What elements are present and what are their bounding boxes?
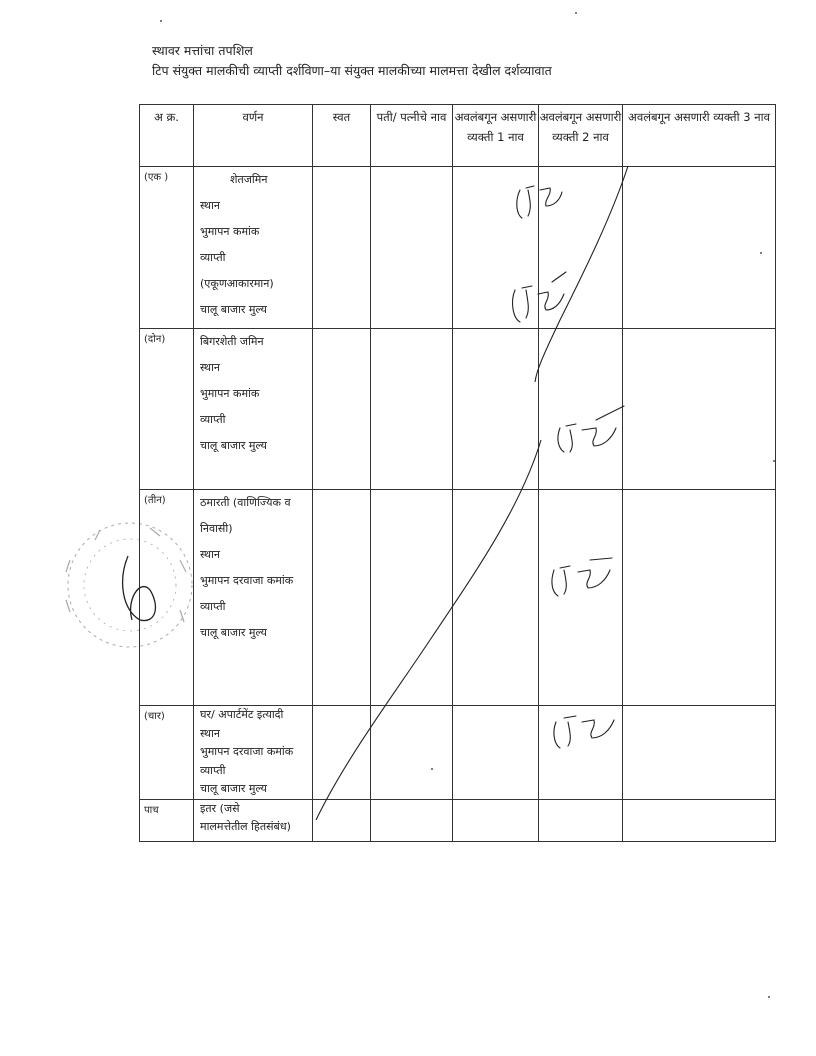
item-residential: निवासी) <box>200 522 233 535</box>
section-items <box>194 490 313 706</box>
section-note: टिप संयुक्त मालकीची व्याप्ती दर्शविणा–या संयुक्त मालकीच्या मालमत्ता देखील दर्शव्यावात <box>152 63 552 78</box>
item-location: स्थान <box>200 548 221 561</box>
cell-dependent-2 <box>539 799 623 841</box>
cell-spouse <box>371 706 453 800</box>
section-label: (दोन) <box>140 329 194 490</box>
item-interest-in-property: मालमत्तेतील हितसंबंध) <box>200 820 291 833</box>
header-dependent-2: अवलंबगून असणारी व्यक्ती 2 नाव <box>539 105 623 167</box>
section-label: (चार) <box>140 706 194 800</box>
cell-spouse <box>371 490 453 706</box>
table-header-row <box>140 105 776 167</box>
item-survey-door-number: भुमापन दरवाजा कमांक <box>200 745 294 758</box>
cell-dependent-3 <box>623 167 776 329</box>
immovable-assets-table <box>139 104 776 842</box>
cell-dependent-1 <box>453 167 539 329</box>
table-row <box>140 329 776 490</box>
cell-spouse <box>371 799 453 841</box>
item-location: स्थान <box>200 361 221 374</box>
cell-dependent-1 <box>453 329 539 490</box>
cell-dependent-3 <box>623 799 776 841</box>
item-survey-number: भुमापन कमांक <box>200 225 260 238</box>
item-market-value: चालू बाजार मुल्य <box>200 626 267 639</box>
item-non-agricultural-land: बिगरशेती जमिन <box>200 335 264 348</box>
table-row <box>140 490 776 706</box>
cell-self <box>313 490 371 706</box>
item-market-value: चालू बाजार मुल्य <box>200 782 267 795</box>
scan-speck <box>160 20 162 22</box>
cell-spouse <box>371 329 453 490</box>
cell-spouse <box>371 167 453 329</box>
header-self: स्वत <box>313 105 371 167</box>
section-label: (तीन) <box>140 490 194 706</box>
scan-speck <box>431 768 433 770</box>
table-row <box>140 706 776 800</box>
cell-dependent-3 <box>623 329 776 490</box>
item-agricultural-land: शेतजमिन <box>230 173 268 186</box>
cell-dependent-3 <box>623 706 776 800</box>
item-extent: व्याप्ती <box>200 763 226 777</box>
cell-self <box>313 329 371 490</box>
cell-dependent-1 <box>453 799 539 841</box>
cell-dependent-1 <box>453 706 539 800</box>
scan-speck <box>575 12 577 14</box>
item-extent: व्याप्ती <box>200 251 226 264</box>
cell-dependent-2 <box>539 706 623 800</box>
cell-dependent-2 <box>539 329 623 490</box>
item-buildings: ठमारती (वाणिज्यिक व <box>200 496 291 509</box>
section-label: पाच <box>140 799 194 841</box>
item-location: स्थान <box>200 199 221 212</box>
cell-self <box>313 706 371 800</box>
item-market-value: चालू बाजार मुल्य <box>200 439 267 452</box>
cell-dependent-2 <box>539 490 623 706</box>
item-location: स्थान <box>200 726 221 740</box>
section-items <box>194 167 313 329</box>
section-items <box>194 706 313 800</box>
scan-speck <box>768 996 770 998</box>
cell-dependent-3 <box>623 490 776 706</box>
cell-self <box>313 167 371 329</box>
item-other: इतर (जसे <box>200 801 240 815</box>
scan-speck <box>773 460 775 462</box>
header-dependent-3: अवलंबगून असणारी व्यक्ती 3 नाव <box>623 105 776 167</box>
cell-self <box>313 799 371 841</box>
section-label: (एक ) <box>140 167 194 329</box>
section-items <box>194 329 313 490</box>
header-description: वर्णन <box>194 105 313 167</box>
item-house-apartment: घर/ अपार्टमेंट इत्यादी <box>200 708 284 721</box>
cell-dependent-1 <box>453 490 539 706</box>
header-serial: अ क्र. <box>140 105 194 167</box>
item-extent: व्याप्ती <box>200 600 226 613</box>
table-row <box>140 799 776 841</box>
item-extent: व्याप्ती <box>200 413 226 426</box>
item-market-value: चालू बाजार मुल्य <box>200 303 267 316</box>
scan-speck <box>760 252 762 254</box>
section-items <box>194 799 313 841</box>
item-total-area: (एकूणआकारमान) <box>200 277 274 290</box>
table-row <box>140 167 776 329</box>
item-survey-door-number: भुमापन दरवाजा कमांक <box>200 574 294 587</box>
section-title: स्थावर मत्तांचा तपशिल <box>152 43 253 58</box>
cell-dependent-2 <box>539 167 623 329</box>
header-spouse: पती/ पत्नीचे नाव <box>371 105 453 167</box>
item-survey-number: भुमापन कमांक <box>200 387 260 400</box>
header-dependent-1: अवलंबगून असणारी व्यक्ती 1 नाव <box>453 105 539 167</box>
